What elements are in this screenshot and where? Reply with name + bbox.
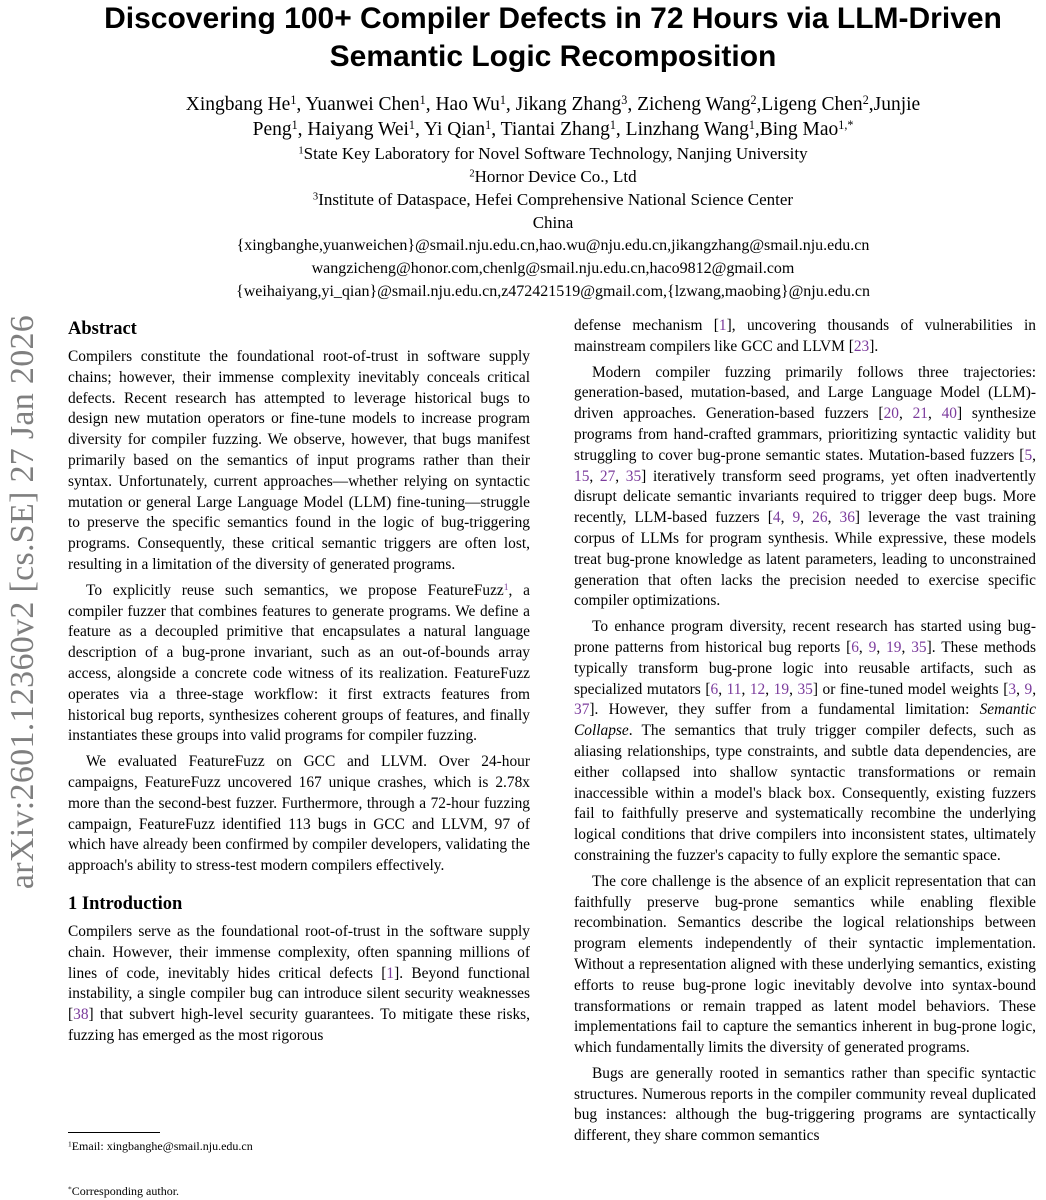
author-affil-mark: 1 bbox=[748, 117, 755, 132]
citation-link[interactable]: 21 bbox=[912, 405, 928, 423]
arxiv-stamp bbox=[0, 262, 46, 942]
citation-link[interactable]: 27 bbox=[599, 467, 616, 485]
email-list bbox=[60, 234, 1046, 303]
author-name: , Yuanwei Chen bbox=[296, 94, 420, 115]
intro-paragraph-fuzzing-trajectories bbox=[574, 363, 1036, 613]
citation-link[interactable]: 12 bbox=[749, 680, 766, 698]
author-affil-mark: 1 bbox=[291, 117, 298, 132]
citation-sep: , bbox=[589, 467, 600, 485]
paper-title bbox=[60, 0, 1046, 76]
affiliation-mark: 3 bbox=[312, 191, 319, 203]
body-text: ] synthesize programs from hand-crafted grammars, prioritizing syntactic validity but struggling to cover bug-prone semantic states. Mutation-based fuzzers [ bbox=[574, 405, 1036, 464]
author-list bbox=[60, 92, 1046, 142]
footnote-mark[interactable]: 1 bbox=[503, 582, 509, 593]
citation-sep: , bbox=[741, 680, 750, 698]
author-name: ,Junjie bbox=[868, 94, 921, 115]
citation-link[interactable]: 15 bbox=[574, 467, 590, 485]
author-affil-mark: 1 bbox=[290, 92, 297, 107]
author-name: , Zicheng Wang bbox=[627, 94, 751, 115]
citation-sep: , bbox=[858, 638, 869, 656]
affiliation-mark: 2 bbox=[469, 168, 475, 180]
body-text: ] leverage the vast training corpus of LLMs for program synthesis. While expressive, these models treat bug-prone knowledge as latent parameters, leading to unconstrained generation that often lacks the precision needed to exercise specific compiler optimizations. bbox=[574, 509, 1036, 610]
citation-sep: , bbox=[615, 467, 626, 485]
citation-link[interactable]: 5 bbox=[1024, 446, 1033, 464]
title-line-1: Discovering 100+ Compiler Defects in 72 Hours via LLM-Driven bbox=[104, 2, 1002, 35]
body-text: ] iteratively transform seed programs, yet often inadvertently disrupt delicate semantic invariants required to trigger deep bugs. More recently, LLM-based fuzzers [ bbox=[574, 467, 1036, 527]
citation-link[interactable]: 6 bbox=[851, 638, 859, 656]
author-name: Peng bbox=[252, 119, 292, 140]
citation-link[interactable]: 1 bbox=[718, 317, 727, 334]
citation-link[interactable]: 35 bbox=[625, 467, 642, 485]
arxiv-stamp-text: arXiv:2601.12360v2 [cs.SE] 27 Jan 2026 bbox=[4, 314, 41, 890]
citation-link[interactable]: 1 bbox=[386, 964, 395, 982]
author-affil-mark: 1 bbox=[419, 92, 426, 107]
intro-paragraph-semantic-collapse bbox=[574, 617, 1036, 867]
intro-paragraph-continued bbox=[574, 316, 1036, 358]
author-name: ,Ligeng Chen bbox=[756, 94, 863, 115]
affiliation-text: State Key Laboratory for Novel Software Technology, Nanjing University bbox=[303, 144, 808, 163]
footnote-text: Email: xingbanghe@smail.nju.edu.cn bbox=[71, 1139, 253, 1153]
citation-link[interactable]: 6 bbox=[710, 680, 719, 698]
citation-sep: , bbox=[901, 638, 912, 656]
citation-sep: , bbox=[1032, 680, 1037, 698]
author-affil-mark: 1 bbox=[485, 117, 492, 132]
body-text: Compilers serve as the foundational root-of-trust in the software supply chain. However, their immense complexity, often spanning millions of lines of code, inevitably hides critical defects [ bbox=[68, 922, 530, 982]
affiliation-mark: 1 bbox=[298, 145, 304, 157]
citation-link[interactable]: 19 bbox=[773, 680, 790, 698]
affiliation-country: China bbox=[532, 213, 574, 232]
author-name: , Linzhang Wang bbox=[615, 119, 749, 140]
author-affil-mark: 1 bbox=[499, 92, 506, 107]
author-name: , Haiyang Wei bbox=[297, 119, 409, 140]
footnote-corresponding bbox=[68, 1183, 179, 1199]
author-affil-mark: 1 bbox=[609, 117, 616, 132]
introduction-heading: 1 Introduction bbox=[68, 893, 183, 914]
affiliation-2 bbox=[60, 165, 1046, 188]
body-text: ], uncovering thousands of vulnerabilities in mainstream compilers like GCC and LLVM [ bbox=[574, 317, 1036, 355]
affiliation-text: Institute of Dataspace, Hefei Comprehensive National Science Center bbox=[318, 190, 794, 209]
footnote-1 bbox=[68, 1138, 530, 1154]
footnote-mark: 1 bbox=[68, 1139, 72, 1149]
abstract-heading: Abstract bbox=[68, 319, 137, 339]
citation-link[interactable]: 4 bbox=[772, 509, 781, 527]
citation-link[interactable]: 11 bbox=[726, 680, 742, 698]
intro-paragraph-core-challenge: The core challenge is the absence of an explicit representation that can faithfully preserve bug-prone semantics while enabling flexible recombination. Semantics describe the logical relationships between program elements independently of their syntactic implementation. Without a representation aligned with these underlying semantics, existing efforts to reuse bug-prone logic inevitably devolve into syntax-bound transformations or remain trapped as latent model behaviors. These implementations fail to capture the semantics inherent in bug-prone logic, which fundamentally limits the diversity of generated programs. bbox=[574, 872, 1036, 1057]
body-text: ] or fine-tuned model weights [ bbox=[812, 680, 1009, 698]
citation-link[interactable]: 36 bbox=[839, 509, 855, 527]
left-column bbox=[68, 316, 530, 1047]
citation-link[interactable]: 40 bbox=[941, 405, 957, 423]
email-line: {xingbanghe,yuanweichen}@smail.nju.edu.cn,hao.wu@nju.edu.cn,jikangzhang@smail.nju.edu.cn bbox=[236, 237, 870, 254]
author-name: ,Bing Mao bbox=[754, 119, 839, 140]
citation-sep: , bbox=[876, 638, 887, 656]
footnote-text: Corresponding author. bbox=[71, 1184, 180, 1198]
body-text: ]. bbox=[869, 337, 879, 355]
body-text: To enhance program diversity, recent research has started using bug-prone patterns from historical bug reports [ bbox=[574, 618, 1036, 656]
paper-header bbox=[60, 0, 1046, 303]
citation-sep: , bbox=[800, 509, 813, 527]
author-name: , Hao Wu bbox=[425, 94, 500, 115]
abstract-paragraph-1: Compilers constitute the foundational root-of-trust in software supply chains; however, their immense complexity inevitably conceals critical defects. Recent research has attempted to leverage historical bugs to design new mutation operators or fine-tune models to increase program diversity for compiler fuzzing. We observe, however, that bugs manifest primarily based on the semantics of input programs rather than their syntax. Unfortunately, current approaches—whether relying on syntactic mutation or general Large Language Model (LLM) fine-tuning—struggle to preserve the specific semantics found in the logic of bug-triggering programs. Consequently, these critical semantic triggers are often lost, resulting in a limitation of the diversity of generated programs. bbox=[68, 348, 530, 573]
abstract-paragraph-2 bbox=[68, 581, 530, 747]
citation-sep: , bbox=[780, 509, 793, 527]
author-affil-mark: 2 bbox=[862, 92, 869, 107]
citation-link[interactable]: 37 bbox=[574, 701, 590, 719]
author-name: , Tiantai Zhang bbox=[491, 119, 610, 140]
right-column bbox=[574, 316, 1036, 1147]
author-affil-mark: 2 bbox=[750, 92, 757, 107]
citation-link[interactable]: 9 bbox=[1024, 680, 1033, 698]
email-line: {weihaiyang,yi_qian}@smail.nju.edu.cn,z472421519@gmail.com,{lzwang,maobing}@nju.edu.cn bbox=[236, 283, 870, 300]
title-line-2: Semantic Logic Recomposition bbox=[329, 40, 777, 73]
affiliation-text: Hornor Device Co., Ltd bbox=[474, 167, 637, 186]
citation-link[interactable]: 23 bbox=[853, 337, 870, 355]
citation-link[interactable]: 35 bbox=[797, 680, 813, 698]
citation-link[interactable]: 9 bbox=[792, 509, 801, 527]
citation-sep: , bbox=[1016, 680, 1025, 698]
emphasized-term: Semantic Collapse bbox=[574, 701, 1036, 740]
affiliation-3 bbox=[60, 188, 1046, 211]
author-name: , Jikang Zhang bbox=[505, 94, 622, 115]
affiliations bbox=[60, 142, 1046, 234]
citation-link[interactable]: 35 bbox=[911, 638, 927, 656]
body-text: ]. Beyond functional instability, a single compiler bug can introduce silent security weaknesses [ bbox=[68, 964, 530, 1024]
affiliation-1 bbox=[60, 142, 1046, 165]
citation-sep: , bbox=[789, 680, 798, 698]
author-affil-mark: 1,* bbox=[838, 117, 854, 132]
citation-link[interactable]: 9 bbox=[868, 638, 877, 656]
abstract-text: To explicitly reuse such semantics, we propose FeatureFuzz bbox=[86, 581, 504, 599]
citation-sep: , bbox=[765, 680, 774, 698]
author-name: , Yi Qian bbox=[414, 119, 486, 140]
author-name: Xingbang He bbox=[185, 94, 291, 115]
author-affil-mark: 1 bbox=[408, 117, 415, 132]
footnote-mark: * bbox=[68, 1184, 72, 1194]
authors-line-1 bbox=[60, 92, 1046, 117]
citation-link[interactable]: 19 bbox=[886, 638, 902, 656]
citation-link[interactable]: 26 bbox=[812, 509, 828, 527]
introduction-paragraph-1 bbox=[68, 922, 530, 1047]
body-text: defense mechanism [ bbox=[574, 317, 719, 334]
citation-sep: , bbox=[1032, 446, 1036, 464]
email-line: wangzicheng@honor.com,chenlg@smail.nju.edu.cn,haco9812@gmail.com bbox=[311, 260, 795, 277]
abstract-paragraph-3: We evaluated FeatureFuzz on GCC and LLVM. Over 24-hour campaigns, FeatureFuzz uncovered 167 unique crashes, which is 2.78x more than the second-best fuzzer. Furthermore, through a 72-hour fuzzing campaign, FeatureFuzz identified 113 bugs in GCC and LLVM, 97 of which have already been confirmed by compiler developers, validating the approach's ability to stress-test modern compilers effectively. bbox=[68, 753, 530, 875]
footnotes bbox=[68, 1132, 530, 1154]
citation-sep: , bbox=[718, 680, 727, 698]
body-text: ] that subvert high-level security guarantees. To mitigate these risks, fuzzing has emerged as the most rigorous bbox=[68, 1006, 530, 1044]
body-text: . The semantics that truly trigger compiler defects, such as aliasing relationships, type constraints, and subtle data dependencies, are either collapsed into shallow syntactic transformations or remain inaccessible within a model's black box. Consequently, existing fuzzers fail to faithfully preserve and systematically recombine the underlying logical conditions that drive compilers into inconsistent states, ultimately constraining the fuzzer's capacity to fully explore the semantic space. bbox=[574, 722, 1036, 864]
intro-paragraph-bugs-semantics: Bugs are generally rooted in semantics rather than specific syntactic structures. Numerous reports in the compiler community reveal duplicated bug instances: although the bug-triggering programs are syntactically different, they share common semantics bbox=[574, 1064, 1036, 1145]
body-text: ]. However, they suffer from a fundamental limitation: bbox=[589, 701, 980, 719]
body-text: Modern compiler fuzzing primarily follows three trajectories: generation-based, mutation-based, and Large Language Model (LLM)-driven approaches. Generation-based fuzzers [ bbox=[574, 363, 1036, 423]
citation-sep: , bbox=[898, 405, 913, 423]
author-affil-mark: 3 bbox=[621, 92, 628, 107]
citation-link[interactable]: 3 bbox=[1008, 680, 1017, 698]
citation-link[interactable]: 20 bbox=[883, 405, 899, 423]
abstract-text: , a compiler fuzzer that combines features to generate programs. We define a feature as a decoupled primitive that encapsulates a natural language description of a bug-prone invariant, such as an out-of-bounds array access, alongside a concrete code witness of its realization. FeatureFuzz operates via a three-stage workflow: it first extracts features from historical bug reports, synthesizes coherent groups of features, and finally instantiates these groups into valid programs for compiler fuzzing. bbox=[68, 581, 530, 745]
citation-link[interactable]: 38 bbox=[73, 1006, 89, 1024]
citation-sep: , bbox=[827, 509, 840, 527]
citation-sep: , bbox=[927, 405, 942, 423]
footnote-rule bbox=[68, 1132, 160, 1133]
authors-line-2 bbox=[60, 117, 1046, 142]
body-text: ]. These methods typically transform bug-prone logic into reusable artifacts, such as specialized mutators [ bbox=[574, 638, 1036, 698]
